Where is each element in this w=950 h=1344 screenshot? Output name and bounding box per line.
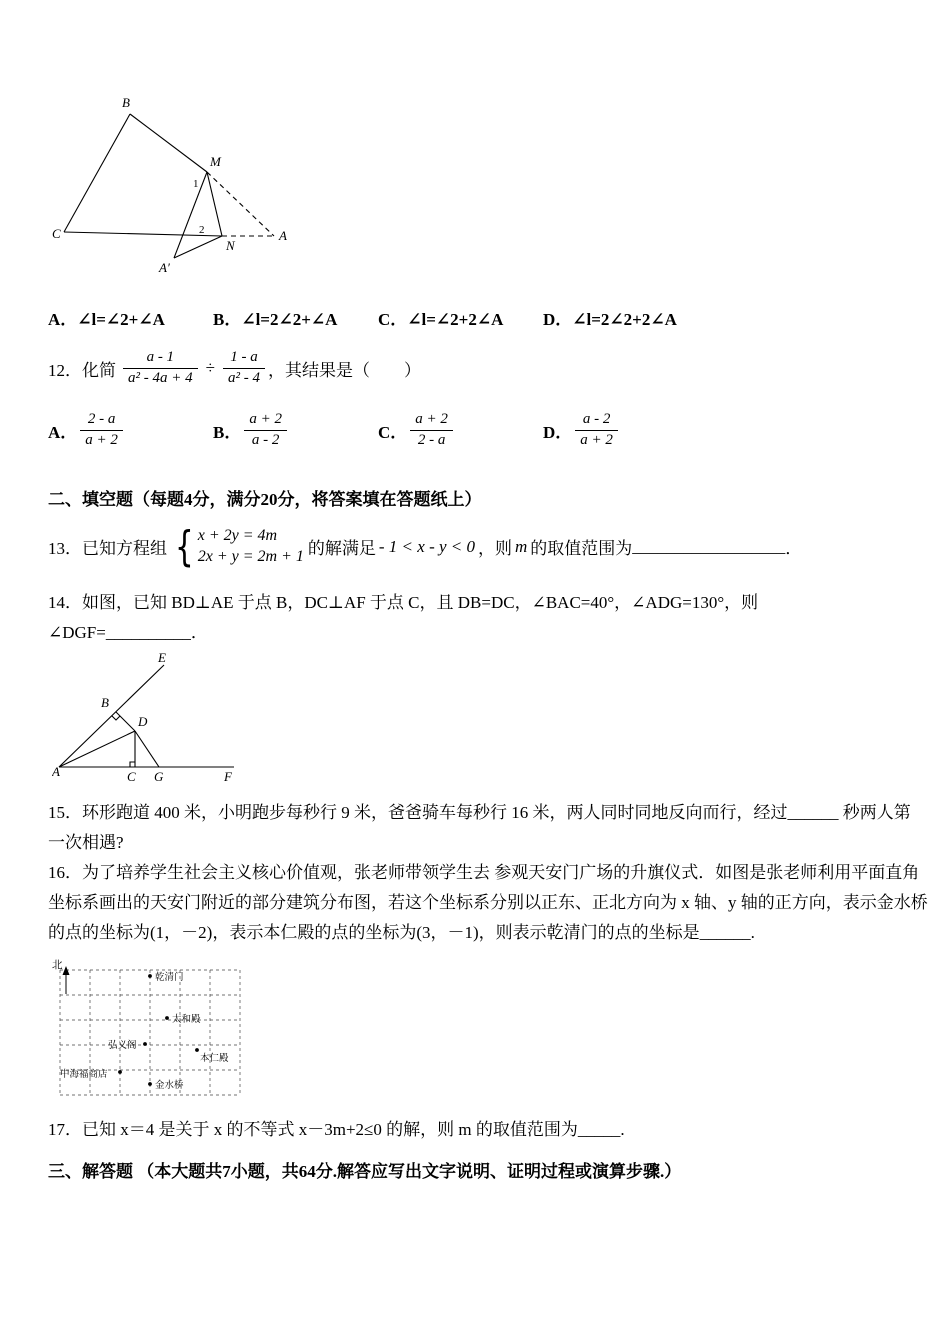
q13-mid-text: 的解满足 [307,539,376,559]
point-label-C: C [127,768,136,784]
q15-line-2 [48,828,902,858]
q13-equation-system [171,521,304,571]
q13-tail-text: 的取值范围为 [530,539,633,559]
q16-line-3 [48,918,902,948]
point-label-D: D [138,713,148,729]
section-2-heading: 二、填空题（每题4分，满分20分，将答案填在答题纸上） [48,490,482,509]
q12-option-c-denominator: 2 - a [417,431,446,448]
q13-answer-blank: __________________ [632,536,786,556]
q12-fraction-1-numerator: a - 1 [123,348,198,369]
angle-label-2: 2 [199,224,205,236]
q13-variable-m: m [515,536,528,556]
question-15 [48,798,911,858]
q12-fraction-1-denominator: a² - 4a + 4 [128,369,193,386]
q12-option-d-denominator: a + 2 [580,431,613,448]
north-label: 北 [52,959,63,971]
q13-inequality: - 1 < x - y < 0 [378,536,475,556]
q16-line-2 [48,888,928,918]
point-label-M: M [210,154,221,169]
equation-2: 2x + y = 2m + 1 [197,547,304,565]
q12-option-a [48,410,213,450]
q11-option-c-label: C． [378,310,408,329]
q12-lead-text: 化简 [82,360,116,380]
section-3-heading: 三、解答题 （本大题共7小题，共64分.解答应写出文字说明、证明过程或演算步骤.） [48,1161,682,1181]
q12-option-c-label: C． [378,422,408,442]
point-label-E: E [158,651,166,665]
system-equations [198,526,304,568]
q11-option-b [213,306,378,334]
q12-number: 12． [48,360,82,380]
q15-text-1: 环形跑道 400 米，小明跑步每秒行 9 米，爸爸骑车每秒行 16 米，两人同时同地反向而行，经过______ 秒两人第 [82,802,911,822]
question-14 [48,588,902,648]
q16-number: 16． [48,862,82,882]
q14-line-2 [48,618,902,648]
point-label-F: F [224,768,232,784]
q16-text-2: 坐标系画出的天安门附近的部分建筑分布图，若这个坐标系分别以正东、正北方向为 x 轴、y 轴的正方向，表示金水桥 [48,892,928,912]
q12-fraction-2-denominator: a² - 4 [227,369,260,386]
q17-number: 17． [48,1119,82,1139]
figure-folded-triangle [52,92,352,280]
point-label-A: A [52,763,60,779]
q12-option-d-fraction [575,410,618,450]
q12-tail-text: ，其结果是（ ） [267,360,421,380]
q11-option-c [378,306,543,334]
point-label-C: C [52,226,61,241]
q12-option-d-numerator: a - 2 [575,410,618,431]
point-label-A-prime: A′ [159,260,170,275]
q16-text-1: 为了培养学生社会主义核心价值观，张老师带领学生去 参观天安门广场的升旗仪式．如图是张老师利用平面直角 [82,862,920,882]
q12-option-a-fraction [80,410,123,450]
q12-options-row [48,410,902,450]
q12-option-c-numerator: a + 2 [410,410,453,431]
point-label-G: G [154,768,164,784]
question-16 [48,858,928,948]
q15-line-1 [48,798,911,828]
q17-text: 已知 x＝4 是关于 x 的不等式 x－3m+2≤0 的解，则 m 的取值范围为_____. [82,1119,625,1139]
q12-option-c [378,410,543,450]
question-12-stem [48,348,902,388]
north-arrow-head [63,966,70,975]
q12-option-d-label: D． [543,422,573,442]
question-13 [48,521,902,571]
map-label-taihedian: 太和殿 [172,1014,201,1025]
q12-option-b-label: B． [213,422,242,442]
q15-text-2: 一次相遇? [48,832,124,852]
map-label-benrendian: 本仁殿 [200,1053,229,1064]
q11-option-a-label: A． [48,310,78,329]
q11-option-d [543,306,677,334]
figure-lines [64,114,274,258]
angle-label-1: 1 [193,178,199,190]
figure-palace-map-grid [52,956,247,1098]
q12-option-a-denominator: a + 2 [85,431,118,448]
point-label-B: B [101,694,109,710]
q12-option-a-label: A． [48,422,78,442]
q11-options-row [48,306,902,334]
map-label-qianqingmen: 乾清门 [155,972,184,983]
q12-option-b-numerator: a + 2 [244,410,287,431]
q13-comma-text: ，则 [478,539,512,559]
q14-number: 14． [48,592,82,612]
q12-option-b-denominator: a - 2 [251,431,280,448]
north-indicator [52,959,70,994]
question-17 [48,1116,902,1144]
system-brace: { [175,521,194,571]
q12-option-d [543,410,621,450]
q11-option-b-label: B． [213,310,242,329]
map-label-zhonghai: 中海福商店 [60,1069,108,1080]
q14-text-1: 如图，已知 BD⊥AE 于点 B，DC⊥AF 于点 C，且 DB=DC，∠BAC=40°，∠ADG=130°，则 [82,592,759,612]
q16-text-3: 的点的坐标为(1，－2)，表示本仁殿的点的坐标为(3，－1)，则表示乾清门的点的坐标是______. [48,922,755,942]
q14-text-2: ∠DGF=__________． [48,622,208,642]
q12-fraction-2-numerator: 1 - a [223,348,265,369]
q13-period: ． [785,539,803,559]
q11-option-b-text: ∠l=2∠2+∠A [241,310,338,329]
q15-number: 15． [48,802,82,822]
q13-lead-text: 已知方程组 [82,539,167,559]
q13-number: 13． [48,539,82,559]
q11-option-d-text: ∠l=2∠2+2∠A [572,310,677,329]
q12-option-b [213,410,378,450]
q12-option-b-fraction [244,410,287,450]
q12-option-a-numerator: 2 - a [80,410,123,431]
equation-1: x + 2y = 4m [197,527,278,544]
point-label-N: N [226,238,235,253]
map-points [118,974,199,1086]
point-label-B: B [122,95,130,110]
q12-fraction-1 [123,348,198,388]
point-label-A: A [279,228,287,243]
division-sign: ÷ [205,358,215,377]
q11-option-d-label: D． [543,310,573,329]
q14-line-1 [48,588,902,618]
q12-fraction-2 [223,348,265,388]
q16-line-1 [48,858,920,888]
q11-option-c-text: ∠l=∠2+2∠A [407,310,504,329]
q11-option-a-text: ∠l=∠2+∠A [77,310,165,329]
figure-perpendicular-lines [52,652,292,784]
q12-option-c-fraction [410,410,453,450]
map-label-jinshuiqiao: 金水桥 [155,1080,184,1091]
map-label-hongyige: 弘义阁 [108,1040,137,1051]
q11-option-a [48,306,213,334]
